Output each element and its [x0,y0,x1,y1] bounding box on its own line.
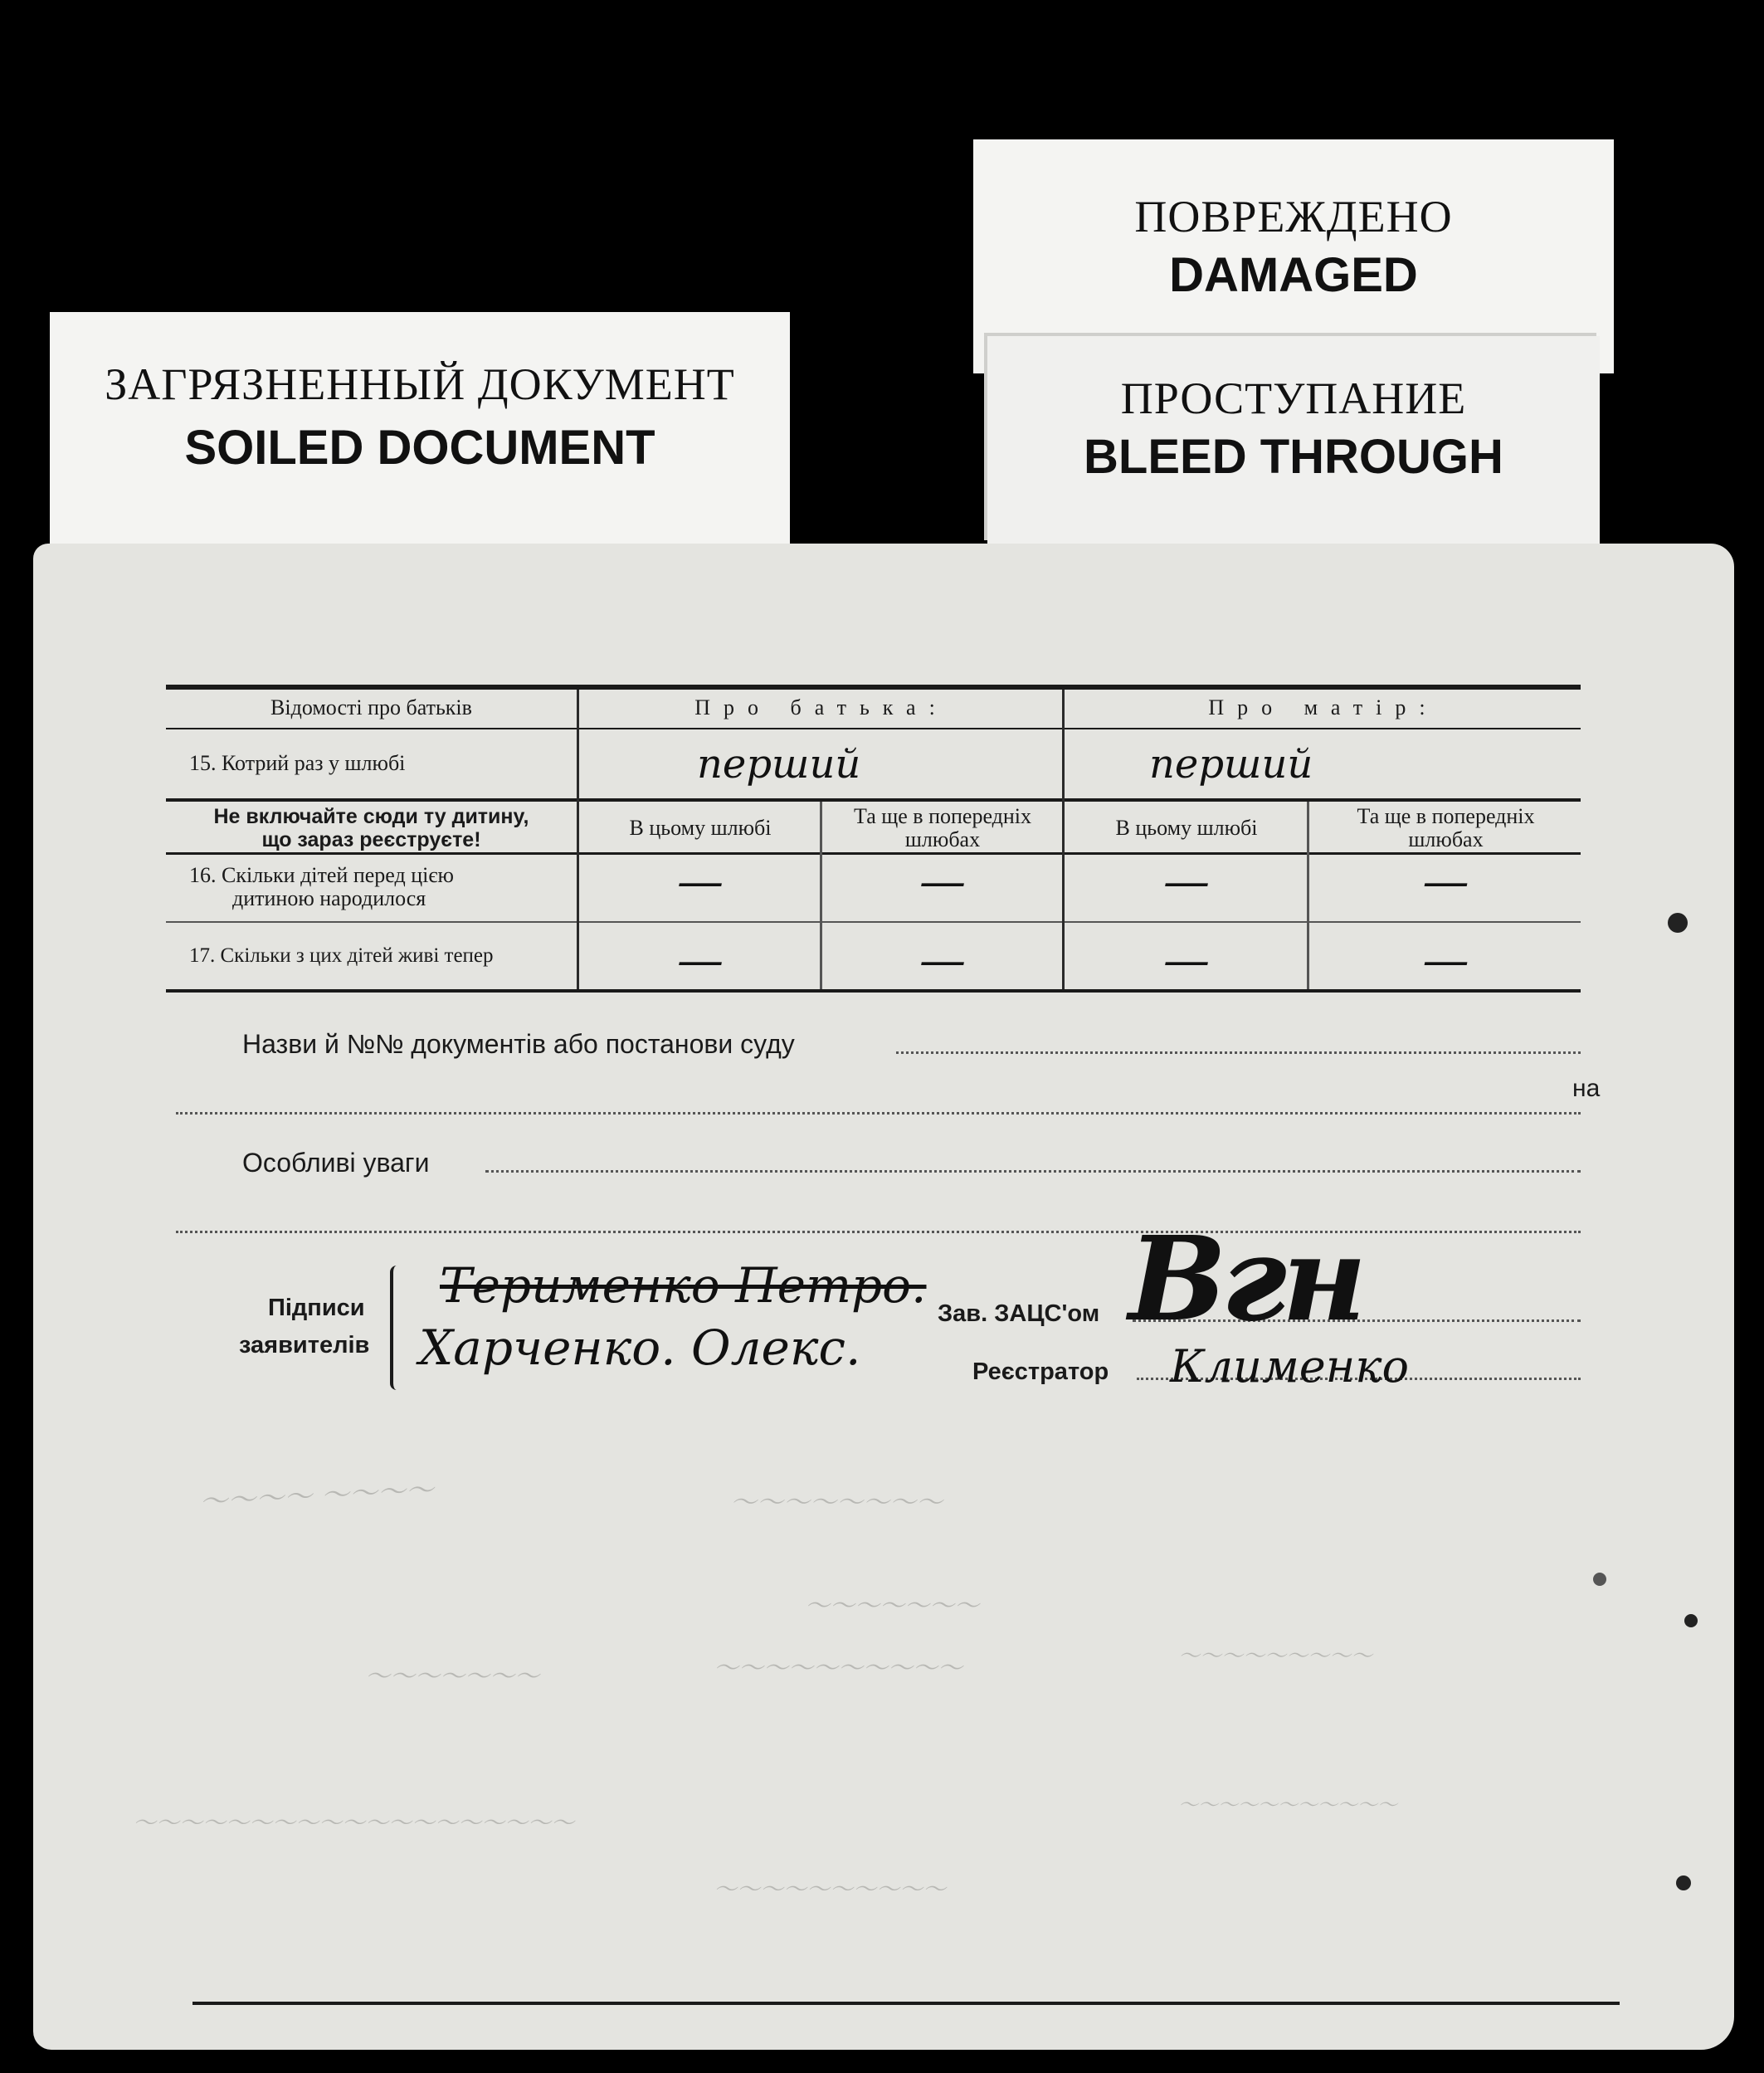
bleed-through-mark-6: ～～～～～～～ [365,1662,539,1691]
notes-line-2 [176,1231,1581,1233]
father-previous-line-2: шлюбах [904,827,981,851]
row16-father-this: — [677,855,724,909]
damaged-label-ru: ПОВРЕЖДЕНО [1134,192,1453,241]
damage-spot-2 [1684,1614,1698,1627]
bleed-through-mark-3: ～～～～～～～ [805,1592,979,1621]
col-divider-3 [820,802,822,989]
father-this-marriage: В цьому шлюбі [629,816,772,840]
bleed-through-mark-7: ～～～～～～～～～～～～～～～～～～～ [133,1809,575,1836]
documents-line-1 [896,1051,1581,1054]
row15-rule [166,798,1581,802]
row17-mother-this: — [1163,934,1210,988]
side-mark: на [1572,1075,1601,1102]
damage-spot-1 [1668,913,1688,933]
row17-label: 17. Скільки з цих дітей живі тепер [189,944,494,967]
mother-this-marriage: В цьому шлюбі [1115,816,1258,840]
damaged-label-en: DAMAGED [1169,248,1418,302]
head-label: Зав. ЗАЦС'ом [938,1300,1100,1327]
documents-label: Назви й №№ документів або постанови суду [242,1029,795,1059]
registrar-label: Реєстратор [972,1358,1109,1385]
warning-line-2: що зараз реєструєте! [261,828,481,851]
mother-previous-line-1: Та ще в попередніх [1357,804,1535,828]
soiled-label-en: SOILED DOCUMENT [184,421,655,475]
row15-mother-value: перший [1149,741,1313,788]
header-mother: Про матір: [1208,695,1439,719]
bleed-through-mark-5: ～～～～～～～～～～ [714,1654,962,1683]
table-top-rule [166,685,1581,690]
applicant-2-signature: Харченко. Олекс. [419,1319,861,1376]
header-rule [166,728,1581,729]
row15-father-value: перший [697,741,861,788]
signatures-label-line-1: Підписи [268,1295,365,1321]
bleed-through-mark-1: ～～～～ ～～～～ [198,1473,435,1519]
bleed-through-mark-2: ～～～～～～～～ [730,1486,943,1518]
table-bottom-rule [166,989,1581,993]
bleed-label-en: BLEED THROUGH [1084,430,1503,484]
row17-father-this: — [677,934,724,988]
notes-label: Особливі уваги [242,1148,430,1178]
row16-rule [166,921,1581,923]
row17-father-previous: — [919,934,966,988]
soiled-label-ru: ЗАГРЯЗНЕННЫЙ ДОКУМЕНТ [105,359,735,409]
header-father: Про батька: [694,695,948,719]
warning-line-1: Не включайте сюди ту дитину, [213,805,529,828]
col-divider-2 [1062,690,1065,989]
header-parents-info: Відомості про батьків [270,695,472,719]
col-divider-4 [1307,802,1309,989]
bottom-rule [192,2002,1620,2005]
document-sheet [33,544,1734,2050]
head-signature: Вгн [1128,1212,1362,1348]
bleed-through-mark-8: ～～～～～～～～～～ [714,1875,947,1903]
row16-label-line-2: дитиною народилося [232,886,426,910]
damage-spot-3 [1676,1875,1691,1890]
damage-spot-4 [1593,1573,1606,1586]
bleed-label-ru: ПРОСТУПАНИЕ [1120,373,1467,423]
mother-previous-line-2: шлюбах [1408,827,1484,851]
row16-mother-this: — [1163,855,1210,909]
row16-mother-previous: — [1422,855,1469,909]
row17-mother-previous: — [1422,934,1469,988]
soiled-document-label [50,312,790,553]
father-previous-line-1: Та ще в попередніх [853,804,1032,828]
row16-label-line-1: 16. Скільки дітей перед цією [189,863,454,887]
row16-father-previous: — [919,855,966,909]
bleed-through-label [987,336,1600,544]
signatures-brace [390,1266,403,1390]
row15-label: 15. Котрий раз у шлюбі [189,751,406,775]
applicant-1-signature: Терименко Петро. [440,1257,927,1314]
registrar-signature: Клименко [1170,1340,1410,1393]
documents-line-2 [176,1112,1581,1115]
bleed-through-mark-4: ～～～～～～～～～ [1178,1644,1373,1669]
signatures-label-line-2: заявителів [239,1332,370,1358]
notes-line-1 [485,1170,1581,1173]
bleed-through-mark-9: ～～～～～～～～～～～ [1178,1793,1397,1817]
